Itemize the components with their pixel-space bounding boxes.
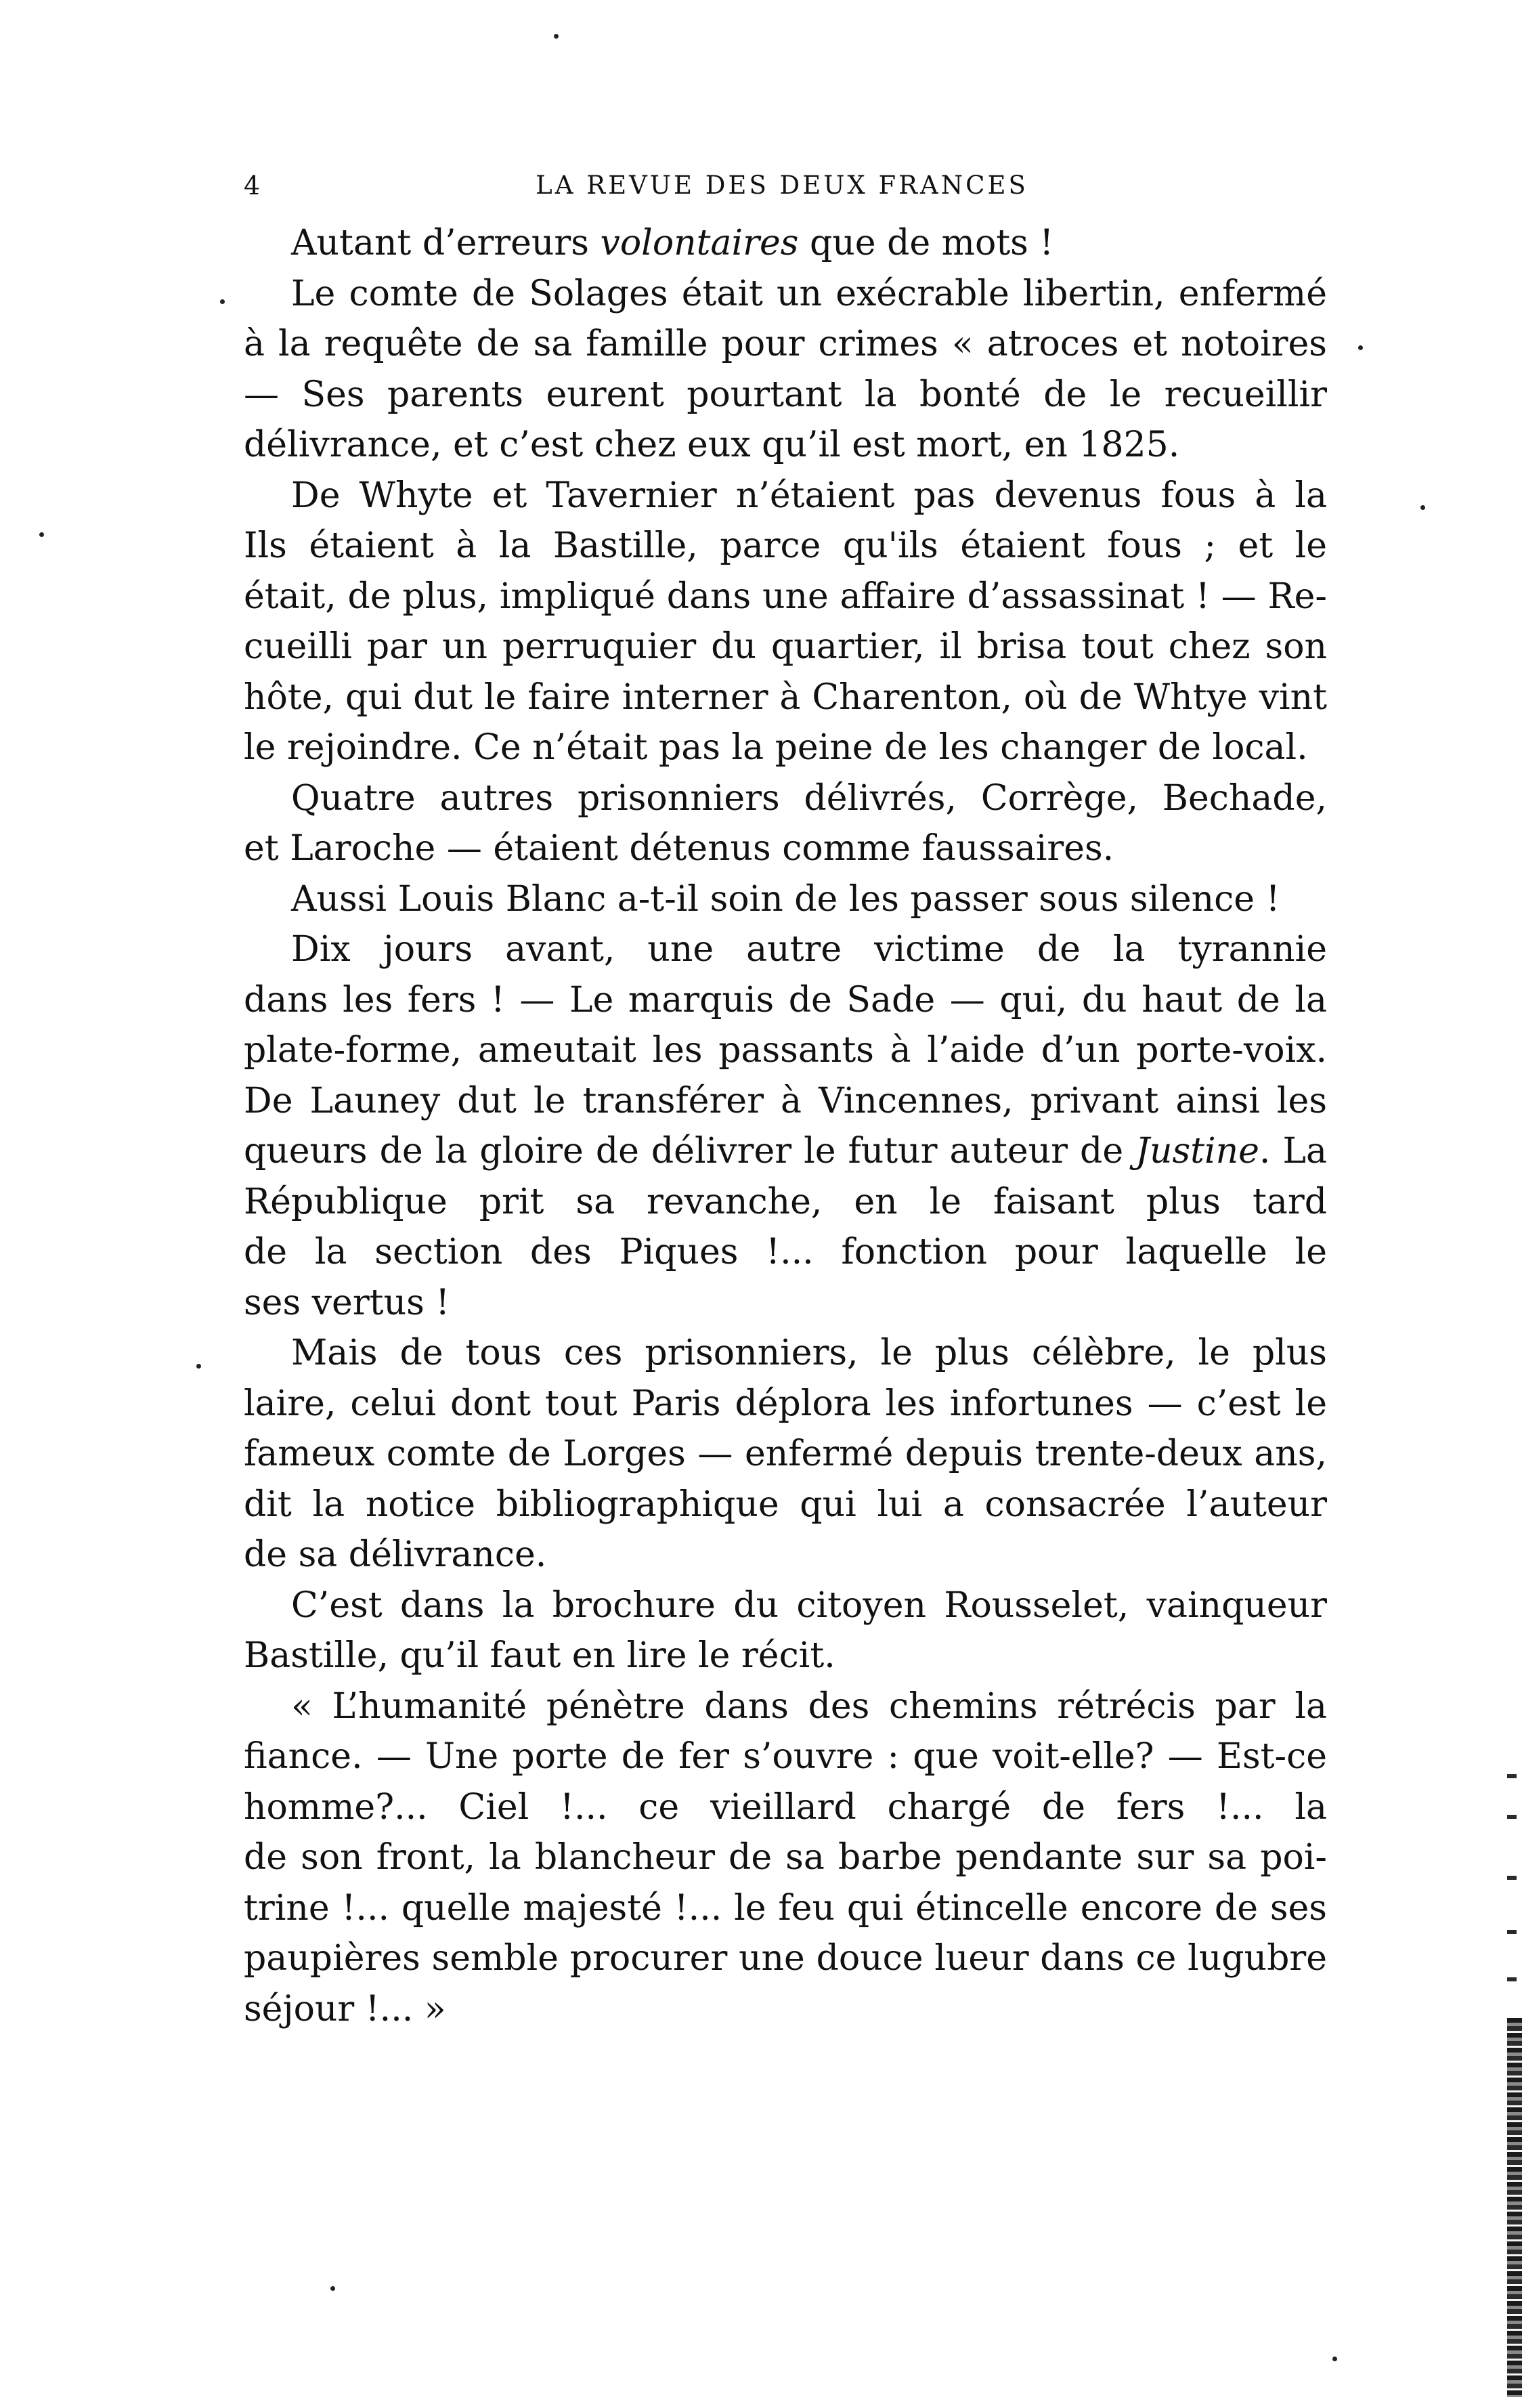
running-title: LA REVUE DES DEUX FRANCES bbox=[536, 171, 1028, 200]
text-line: le rejoindre. Ce n’était pas la peine de les changer de local. bbox=[244, 727, 1308, 768]
text-line: de son front, la blancheur de sa barbe pendante sur sa poi- bbox=[244, 1837, 1327, 1878]
text-line: queurs de la gloire de délivrer le futur auteur de Justine. La bbox=[244, 1131, 1327, 1171]
speck bbox=[196, 1364, 201, 1369]
text-line: dit la notice bibliographique qui lui a consacrée l’auteur bbox=[244, 1484, 1327, 1525]
speck bbox=[39, 532, 44, 537]
text-line: plate-forme, ameutait les passants à l’aide d’un porte-voix. bbox=[244, 1030, 1327, 1071]
text-line: hôte, qui dut le faire interner à Charenton, où de Whtye vint bbox=[244, 676, 1327, 718]
text-line: De Whyte et Tavernier n’étaient pas devenus fous à la bbox=[291, 475, 1327, 516]
text-line: à la requête de sa famille pour crimes « atroces et notoires bbox=[244, 324, 1327, 364]
text-line: homme?... Ciel !... ce vieillard chargé de fers !... la bbox=[244, 1786, 1327, 1828]
text-line: République prit sa revanche, en le faisant plus tard bbox=[244, 1181, 1327, 1222]
text-line: laire, celui dont tout Paris déplora les infortunes — c’est le bbox=[244, 1383, 1327, 1424]
text-line: C’est dans la brochure du citoyen Rousselet, vainqueur bbox=[291, 1585, 1327, 1626]
text-line: trine !... quelle majesté !... le feu qui étincelle encore de ses bbox=[244, 1887, 1327, 1929]
text-line: cueilli par un perruquier du quartier, il brisa tout chez son bbox=[244, 626, 1327, 667]
running-head bbox=[237, 165, 1327, 206]
text-line: Quatre autres prisonniers délivrés, Corrège, Bechade, bbox=[291, 777, 1327, 819]
italic-word: Justine bbox=[1135, 1131, 1259, 1171]
text-line: « L’humanité pénètre dans des chemins rétrécis par la bbox=[291, 1685, 1327, 1727]
text-line: Bastille, qu’il faut en lire le récit. bbox=[244, 1635, 835, 1676]
text-line: Le comte de Solages était un exécrable libertin, enfermé bbox=[291, 273, 1327, 314]
page-edge-band bbox=[1507, 2018, 1522, 2397]
text-line: de sa délivrance. bbox=[244, 1534, 547, 1575]
text-line: séjour !... » bbox=[244, 1988, 446, 2029]
speck bbox=[1358, 345, 1363, 350]
text-line: et Laroche — étaient détenus comme faussaires. bbox=[244, 828, 1114, 869]
text-line: fameux comte de Lorges — enfermé depuis trente-deux ans, bbox=[244, 1434, 1327, 1474]
italic-word: volontaires bbox=[600, 223, 799, 263]
speck bbox=[554, 34, 559, 39]
speck bbox=[1420, 505, 1425, 510]
text-line: ses vertus ! bbox=[244, 1282, 450, 1323]
text-line: paupières semble procurer une douce lueur dans ce lugubre bbox=[244, 1938, 1327, 1979]
text-line: Ils étaient à la Bastille, parce qu'ils étaient fous ; et le bbox=[244, 525, 1327, 566]
text-line: fiance. — Une porte de fer s’ouvre : que voit-elle? — Est-ce bbox=[244, 1736, 1327, 1777]
text-line: Autant d’erreurs volontaires que de mots ! bbox=[291, 223, 1054, 263]
text-line: Dix jours avant, une autre victime de la tyrannie bbox=[291, 929, 1327, 970]
text-line: de la section des Piques !... fonction pour laquelle le bbox=[244, 1232, 1327, 1272]
text-line: Mais de tous ces prisonniers, le plus célèbre, le plus bbox=[291, 1333, 1327, 1373]
text-line: Aussi Louis Blanc a-t-il soin de les passer sous silence ! bbox=[291, 878, 1280, 920]
text-line: — Ses parents eurent pourtant la bonté de le recueillir bbox=[244, 374, 1327, 415]
speck bbox=[1332, 2357, 1337, 2361]
text-line: De Launey dut le transférer à Vincennes, privant ainsi les bbox=[244, 1080, 1327, 1121]
text-line: dans les fers ! — Le marquis de Sade — qui, du haut de la bbox=[244, 979, 1327, 1020]
body-text bbox=[244, 218, 1327, 2034]
speck bbox=[220, 299, 225, 304]
text-line: délivrance, et c’est chez eux qu’il est mort, en 1825. bbox=[244, 425, 1180, 465]
page-number: 4 bbox=[244, 171, 261, 200]
speck bbox=[330, 2286, 335, 2291]
text-line: était, de plus, impliqué dans une affaire d’assassinat ! — Re- bbox=[244, 576, 1327, 617]
